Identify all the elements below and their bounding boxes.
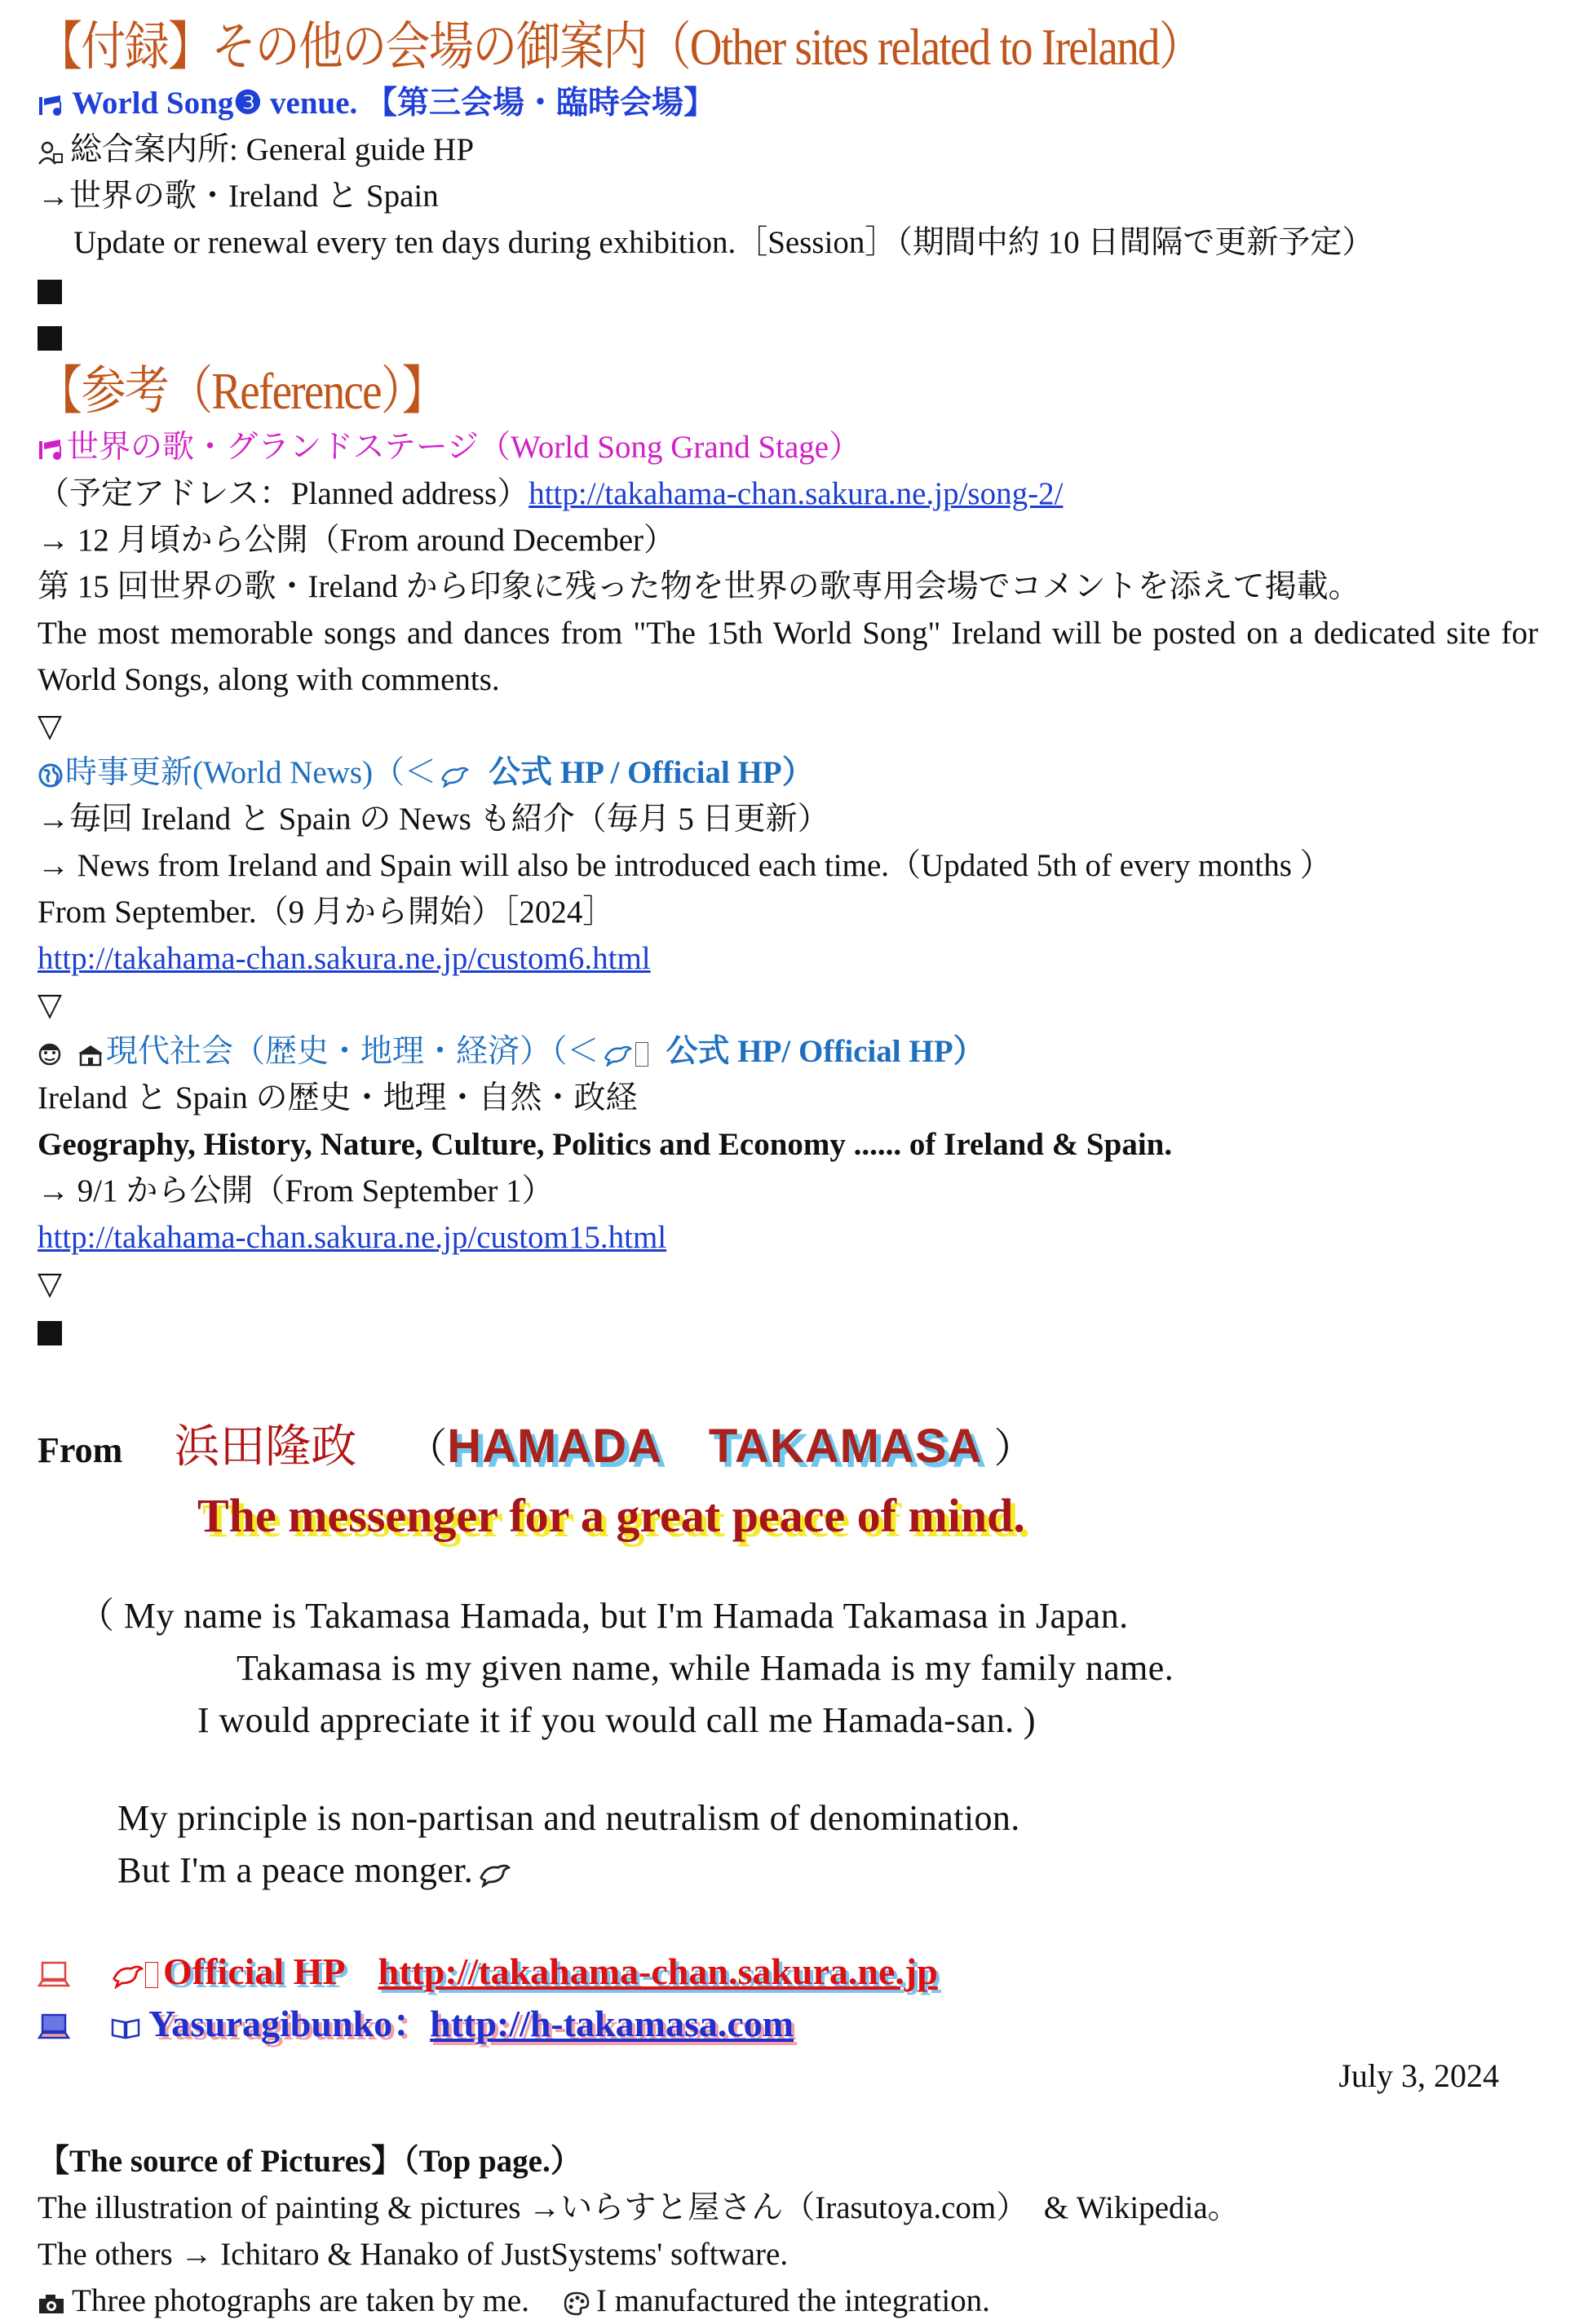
- from-word: From: [38, 1430, 123, 1470]
- society-text: 現代社会（歴史・地理・経済）（＜: [106, 1034, 599, 1069]
- triangle-marker-3: ▽: [38, 1266, 62, 1301]
- yasuragi-label: Yasuragibunko：: [148, 2003, 431, 2044]
- news-en-line: → News from Ireland and Spain will also be introduced each time.（Updated 5th of every months ）: [38, 848, 1332, 883]
- news-from-line: From September.（9 月から開始）［2024］: [38, 895, 615, 930]
- sources-heading: 【The source of Pictures】（Top page.）: [38, 2144, 582, 2179]
- society-hp: 公式 HP/ Official HP）: [666, 1034, 985, 1069]
- official-hp-row: [38, 1946, 1538, 1998]
- concierge-icon: [38, 126, 64, 173]
- news-jp-line: →毎回 Ireland と Spain の News も紹介（毎月 5 日更新）: [38, 802, 829, 837]
- sources-line-3a: Three photographs are taken by me.: [72, 2283, 529, 2318]
- world-news-title: [38, 749, 1538, 796]
- sources-line-1: The illustration of painting & pictures →いらすと屋さん（Irasutoya.com） & Wikipedia。: [38, 2190, 1240, 2225]
- world-news-text: 時事更新(World News)（＜: [65, 755, 437, 790]
- separator-square-2: [38, 312, 1538, 359]
- official-hp-label: Official HP: [163, 1951, 346, 1992]
- camera-icon: [38, 2278, 65, 2324]
- globe-icon: [38, 749, 64, 796]
- guide-line: [38, 126, 1538, 173]
- music-note-icon: [38, 424, 65, 471]
- principle-line-2: [38, 1845, 1538, 1897]
- dove-icon: [111, 1946, 144, 1998]
- planned-address-link[interactable]: http://takahama-chan.sakura.ne.jp/song-2/: [528, 476, 1064, 511]
- yasuragi-link[interactable]: http://h-takamasa.com: [430, 2003, 794, 2044]
- principle-line-2-text: But I'm a peace monger.: [117, 1850, 474, 1890]
- guide-text: 総合案内所: General guide HP: [70, 132, 475, 167]
- document-date: July 3, 2024: [1338, 2057, 1499, 2094]
- dove-icon: [478, 1845, 511, 1897]
- intro-line-3: I would appreciate it if you would call me Hamada-san. ): [197, 1700, 1036, 1740]
- sources-line-3b: I manufactured the integration.: [595, 2283, 990, 2318]
- sources-line-2: The others → Ichitaro & Hanako of JustSystems' software.: [38, 2237, 789, 2272]
- world-news-hp: 公式 HP / Official HP）: [489, 755, 814, 790]
- book-icon: [111, 1998, 140, 2050]
- separator-square-1: [38, 266, 1538, 312]
- dove-icon: [603, 1028, 632, 1075]
- palette-icon: [564, 2278, 590, 2324]
- computer-icon: [38, 1946, 70, 1998]
- yasuragi-row: [38, 1998, 1538, 2050]
- reference-title: 【参考（Reference）】: [38, 362, 445, 420]
- en-description: The most memorable songs and dances from "The 15th World Song" Ireland will be posted on a dedicated site for World Songs, along with comments.: [38, 616, 1538, 697]
- songs-line: →世界の歌・Ireland と Spain: [38, 179, 439, 214]
- news-link[interactable]: http://takahama-chan.sakura.ne.jp/custom6.html: [38, 941, 651, 976]
- triangle-marker-1: ▽: [38, 709, 62, 744]
- planned-address-label: （予定アドレス：Planned address）: [38, 476, 529, 511]
- update-line: Update or renewal every ten days during exhibition.［Session］（期間中約 10 日間隔で更新予定）: [73, 225, 1374, 260]
- dove-icon: [440, 749, 469, 796]
- society-from-line: → 9/1 から公開（From September 1）: [38, 1173, 554, 1208]
- society-title: [38, 1028, 1538, 1075]
- society-en-line: Geography, History, Nature, Culture, Politics and Economy ...... of Ireland & Spain.: [38, 1127, 1173, 1162]
- venue-line: [38, 80, 1538, 126]
- music-note-icon: [38, 80, 65, 126]
- society-jp-line: Ireland と Spain の歴史・地理・自然・政経: [38, 1080, 638, 1116]
- appendix-title: 【付録】その他の会場の御案内（Other sites related to Ireland）: [38, 18, 1203, 76]
- december-line: → 12 月頃から公開（From around December）: [38, 523, 676, 558]
- school-icon: [77, 1028, 104, 1075]
- grand-stage-text: 世界の歌・グランドステージ（World Song Grand Stage）: [67, 430, 861, 465]
- intro-line-2: Takamasa is my given name, while Hamada is my family name.: [237, 1648, 1174, 1688]
- author-kanji-name: 浜田隆政: [174, 1422, 357, 1473]
- messenger-slogan: The messenger for a great peace of mind.: [197, 1489, 1025, 1542]
- author-roman-name: HAMADA TAKAMASA: [447, 1420, 983, 1473]
- document-page: [38, 15, 1538, 2324]
- name-paren-open: （: [406, 1425, 448, 1471]
- signature-from-row: [38, 1411, 1538, 1482]
- face-icon: [38, 1028, 62, 1075]
- name-paren-close: ）: [993, 1425, 1035, 1471]
- jp-description: 第 15 回世界の歌・Ireland から印象に残った物を世界の歌専用会場でコメントを添えて掲載。: [38, 569, 1360, 604]
- official-hp-link[interactable]: http://takahama-chan.sakura.ne.jp: [378, 1951, 938, 1992]
- computer-icon: [38, 1998, 70, 2050]
- intro-line-1: （ My name is Takamasa Hamada, but I'm Hamada Takamasa in Japan.: [78, 1596, 1129, 1636]
- triangle-marker-2: ▽: [38, 987, 62, 1023]
- grand-stage-line: [38, 424, 1538, 471]
- venue-text: World Song❸ venue. 【第三会場・臨時会場】: [72, 86, 716, 121]
- society-link[interactable]: http://takahama-chan.sakura.ne.jp/custom15.html: [38, 1220, 667, 1255]
- planned-address-line: [38, 471, 1538, 517]
- separator-square-3: [38, 1307, 1538, 1354]
- principle-line-1: My principle is non-partisan and neutralism of denomination.: [117, 1798, 1020, 1838]
- sources-line-3: [38, 2278, 1538, 2324]
